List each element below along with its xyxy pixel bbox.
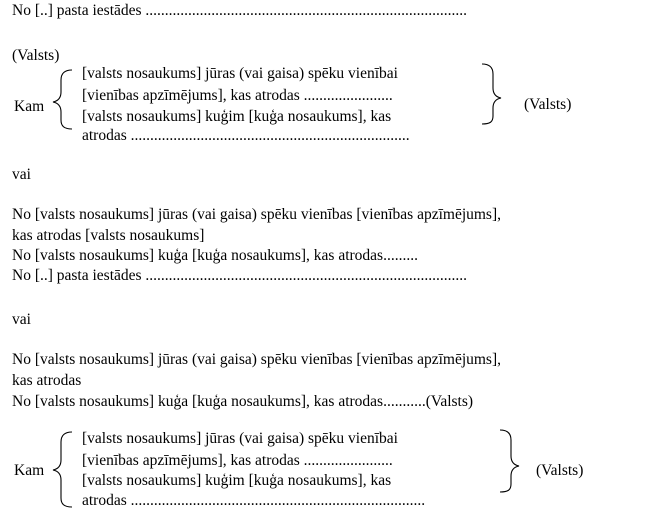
sender-line-4: No [..] pasta iestādes ................................................................................... [12, 267, 468, 284]
state-label-right: (Valsts) [524, 96, 572, 113]
kam-label: Kam [14, 98, 45, 115]
sender-line-1: No [valsts nosaukums] jūras (vai gaisa) spēku vienības [vienības apzīmējums], [12, 351, 501, 368]
sender-line-3: No [valsts nosaukums] kuģa [kuģa nosaukums], kas atrodas...........(Valsts) [12, 393, 474, 410]
addressee-line-2: [vienības apzīmējums], kas atrodas ....................... [82, 452, 393, 469]
right-brace-icon [496, 428, 524, 494]
sender-line-1: No [valsts nosaukums] jūras (vai gaisa) spēku vienības [vienības apzīmējums], [12, 206, 501, 223]
state-label: (Valsts) [12, 47, 60, 64]
addressee-line-1: [valsts nosaukums] jūras (vai gaisa) spēku vienībai [82, 430, 398, 447]
right-brace-icon [478, 62, 506, 126]
sender-line-2: kas atrodas [valsts nosaukums] [12, 227, 205, 244]
addressee-line-4: atrodas ............................................................................ [82, 492, 426, 509]
or-separator: vai [12, 311, 31, 328]
state-label-right: (Valsts) [536, 462, 584, 479]
addressee-line-4: atrodas ........................................................................ [82, 127, 410, 144]
addressee-line-3: [valsts nosaukums] kuģim [kuģa nosaukums], kas [82, 108, 392, 125]
addressee-line-2: [vienības apzīmējums], kas atrodas ....................... [82, 87, 393, 104]
sender-line-2: kas atrodas [12, 372, 82, 389]
or-separator: vai [12, 166, 31, 183]
sender-line-3: No [valsts nosaukums] kuģa [kuģa nosaukums], kas atrodas......... [12, 247, 418, 264]
left-brace-icon [50, 68, 78, 130]
post-office-line-top: No [..] pasta iestādes ................................................................................... [12, 2, 468, 19]
left-brace-icon [50, 430, 78, 510]
kam-label: Kam [14, 462, 45, 479]
addressee-line-1: [valsts nosaukums] jūras (vai gaisa) spēku vienībai [82, 65, 398, 82]
addressee-line-3: [valsts nosaukums] kuģim [kuģa nosaukums], kas [82, 472, 392, 489]
